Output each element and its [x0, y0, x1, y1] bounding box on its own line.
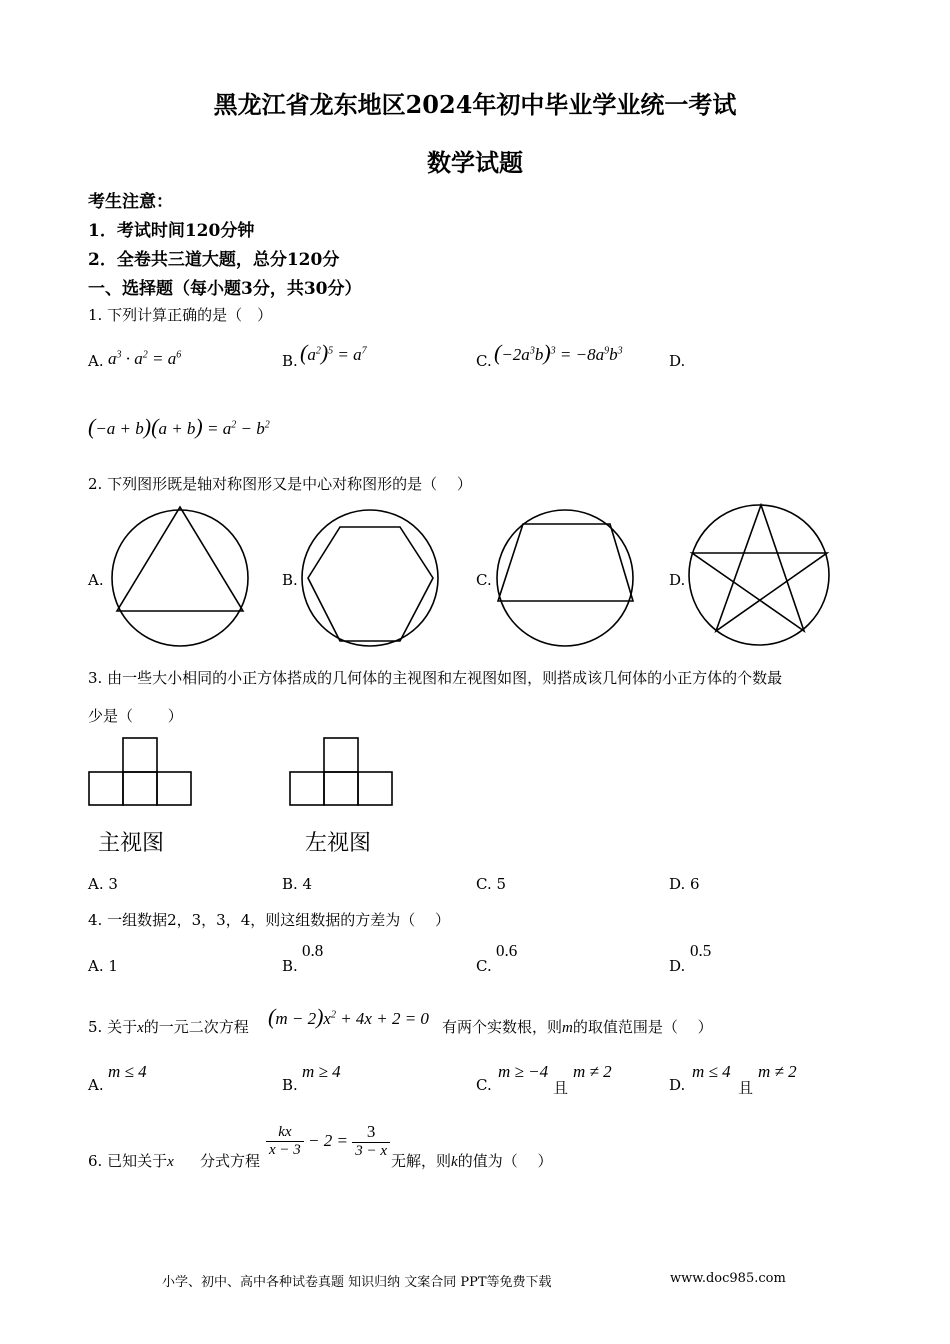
q4-value-d: 0.5 — [690, 941, 712, 960]
q6-var-k: k — [451, 1154, 458, 1170]
cube-square — [123, 772, 157, 805]
q3-front-view — [86, 736, 194, 808]
circle-shape — [302, 510, 438, 646]
fraction: $\frac{kx}{x - 3}$ — [266, 1124, 304, 1159]
q4-option-a: A. 1 — [88, 957, 118, 975]
q4-label-b: B. — [282, 957, 298, 975]
trapezoid-shape — [498, 524, 633, 601]
q2-label-c: C. — [476, 571, 492, 589]
q3-stem-line2: 少是（ ） — [88, 707, 183, 725]
q5-option-c-and: 且 — [553, 1079, 569, 1097]
q2-label-b: B. — [282, 571, 298, 589]
q6-stem-suffix-a: 无解，则 — [391, 1152, 452, 1170]
section-heading-choice: 一、选择题（每小题3分，共30分） — [88, 279, 362, 299]
q3-caption-left: 左视图 — [305, 831, 372, 856]
q5-stem-suffix-a: 有两个实数根，则 — [442, 1018, 563, 1036]
q1-stem: 1. 下列计算正确的是（ ） — [88, 306, 273, 324]
cube-square — [157, 772, 191, 805]
q1-label-d: D. — [669, 352, 686, 370]
footer-text: 小学、初中、高中各种试卷真题 知识归纳 文案合同 PPT等免费下载 — [162, 1275, 552, 1290]
q5-stem-mid: 的一元二次方程 — [143, 1018, 249, 1036]
circle-shape — [689, 505, 829, 645]
exam-subtitle: 数学试题 — [427, 148, 523, 177]
q1-label-b: B. — [282, 352, 298, 370]
cube-square — [89, 772, 123, 805]
triangle-shape — [117, 507, 243, 611]
q6-var-x: x — [167, 1154, 174, 1170]
q6-stem-suffix-b: 的值为（ ） — [457, 1152, 553, 1170]
q5-option-c-formula-1: m ≥ −4 — [498, 1062, 549, 1081]
q2-figure-c — [492, 505, 642, 655]
q5-label-a: A. — [88, 1076, 104, 1094]
q5-option-c-formula-2: m ≠ 2 — [573, 1062, 612, 1081]
q2-figure-b — [298, 505, 448, 655]
q5-option-b-formula: m ≥ 4 — [302, 1062, 341, 1081]
cube-square — [324, 772, 358, 805]
q2-figure-d — [686, 503, 836, 653]
q5-stem-prefix: 5. 关于 — [88, 1018, 138, 1036]
q5-label-d: D. — [669, 1076, 686, 1094]
q3-caption-front: 主视图 — [98, 831, 165, 856]
q5-stem-suffix-b: 的取值范围是（ ） — [572, 1018, 713, 1036]
q5-option-d-formula-2: m ≠ 2 — [758, 1062, 797, 1081]
q4-label-c: C. — [476, 957, 492, 975]
footer-link[interactable]: www.doc985.com — [670, 1271, 786, 1286]
q1-label-c: C. — [476, 352, 492, 370]
q5-option-a-formula: m ≤ 4 — [108, 1062, 147, 1081]
q4-value-c: 0.6 — [496, 941, 518, 960]
q5-var-m: m — [562, 1020, 573, 1036]
q2-figure-a — [105, 505, 255, 655]
q1-option-c-formula: $(-2a^3b)^3 = -8a^9b^3$ — [494, 340, 623, 365]
q5-equation: $(m - 2)x^2 + 4x + 2 = 0$ — [268, 1004, 429, 1029]
q2-stem: 2. 下列图形既是轴对称图形又是中心对称图形的是（ ） — [88, 475, 472, 493]
q5-label-b: B. — [282, 1076, 298, 1094]
q5-option-d-formula-1: m ≤ 4 — [692, 1062, 731, 1081]
notice-heading: 考生注意： — [88, 192, 173, 212]
fraction: $\frac{3}{3 - x}$ — [352, 1122, 390, 1160]
q4-stem: 4. 一组数据2，3，3，4，则这组数据的方差为（ ） — [88, 911, 451, 929]
notice-item-time: 1．考试时间120分钟 — [88, 221, 255, 241]
q3-option-a: A. 3 — [88, 875, 118, 893]
q5-option-d-and: 且 — [738, 1079, 754, 1097]
q1-option-b-formula: $(a^2)^5 = a^7$ — [300, 340, 367, 365]
q1-option-a-formula: $a^3 \cdot a^2 = a^6$ — [108, 349, 182, 368]
q6-stem-tail — [391, 1150, 552, 1171]
q3-option-c: C. 5 — [476, 875, 507, 893]
cube-square — [290, 772, 324, 805]
cube-square — [123, 738, 157, 772]
q1-label-a: A. — [88, 352, 104, 370]
q4-value-b: 0.8 — [302, 941, 324, 960]
cube-square — [324, 738, 358, 772]
circle-shape — [112, 510, 248, 646]
q3-option-b: B. 4 — [282, 875, 313, 893]
q6-stem-start — [88, 1150, 174, 1171]
q3-left-view — [287, 736, 395, 808]
q5-label-c: C. — [476, 1076, 492, 1094]
hexagon-shape — [308, 527, 433, 641]
q3-option-d: D. 6 — [669, 875, 700, 893]
q5-stem — [88, 1016, 249, 1037]
cube-square — [358, 772, 392, 805]
exam-title: 黑龙江省龙东地区2024年初中毕业学业统一考试 — [213, 90, 737, 119]
q5-var-x: x — [137, 1020, 144, 1036]
q3-stem-line1: 3. 由一些大小相同的小正方体搭成的几何体的主视图和左视图如图，则搭成该几何体的小正方体的个数最 — [88, 669, 783, 687]
q6-stem-prefix: 6. 已知关于 — [88, 1152, 168, 1170]
notice-item-score: 2．全卷共三道大题，总分120分 — [88, 250, 340, 270]
q6-stem-mid: 分式方程 — [200, 1152, 261, 1170]
q4-label-d: D. — [669, 957, 686, 975]
q2-label-a: A. — [88, 571, 104, 589]
q1-option-d-formula: $(-a + b)(a + b) = a^2 - b^2$ — [88, 414, 270, 439]
q2-label-d: D. — [669, 571, 686, 589]
q6-equation: $\frac{kx}{x - 3}$ − 2 = $\frac{3}{3 - x}$ — [266, 1122, 390, 1160]
q5-stem-tail — [442, 1016, 713, 1037]
